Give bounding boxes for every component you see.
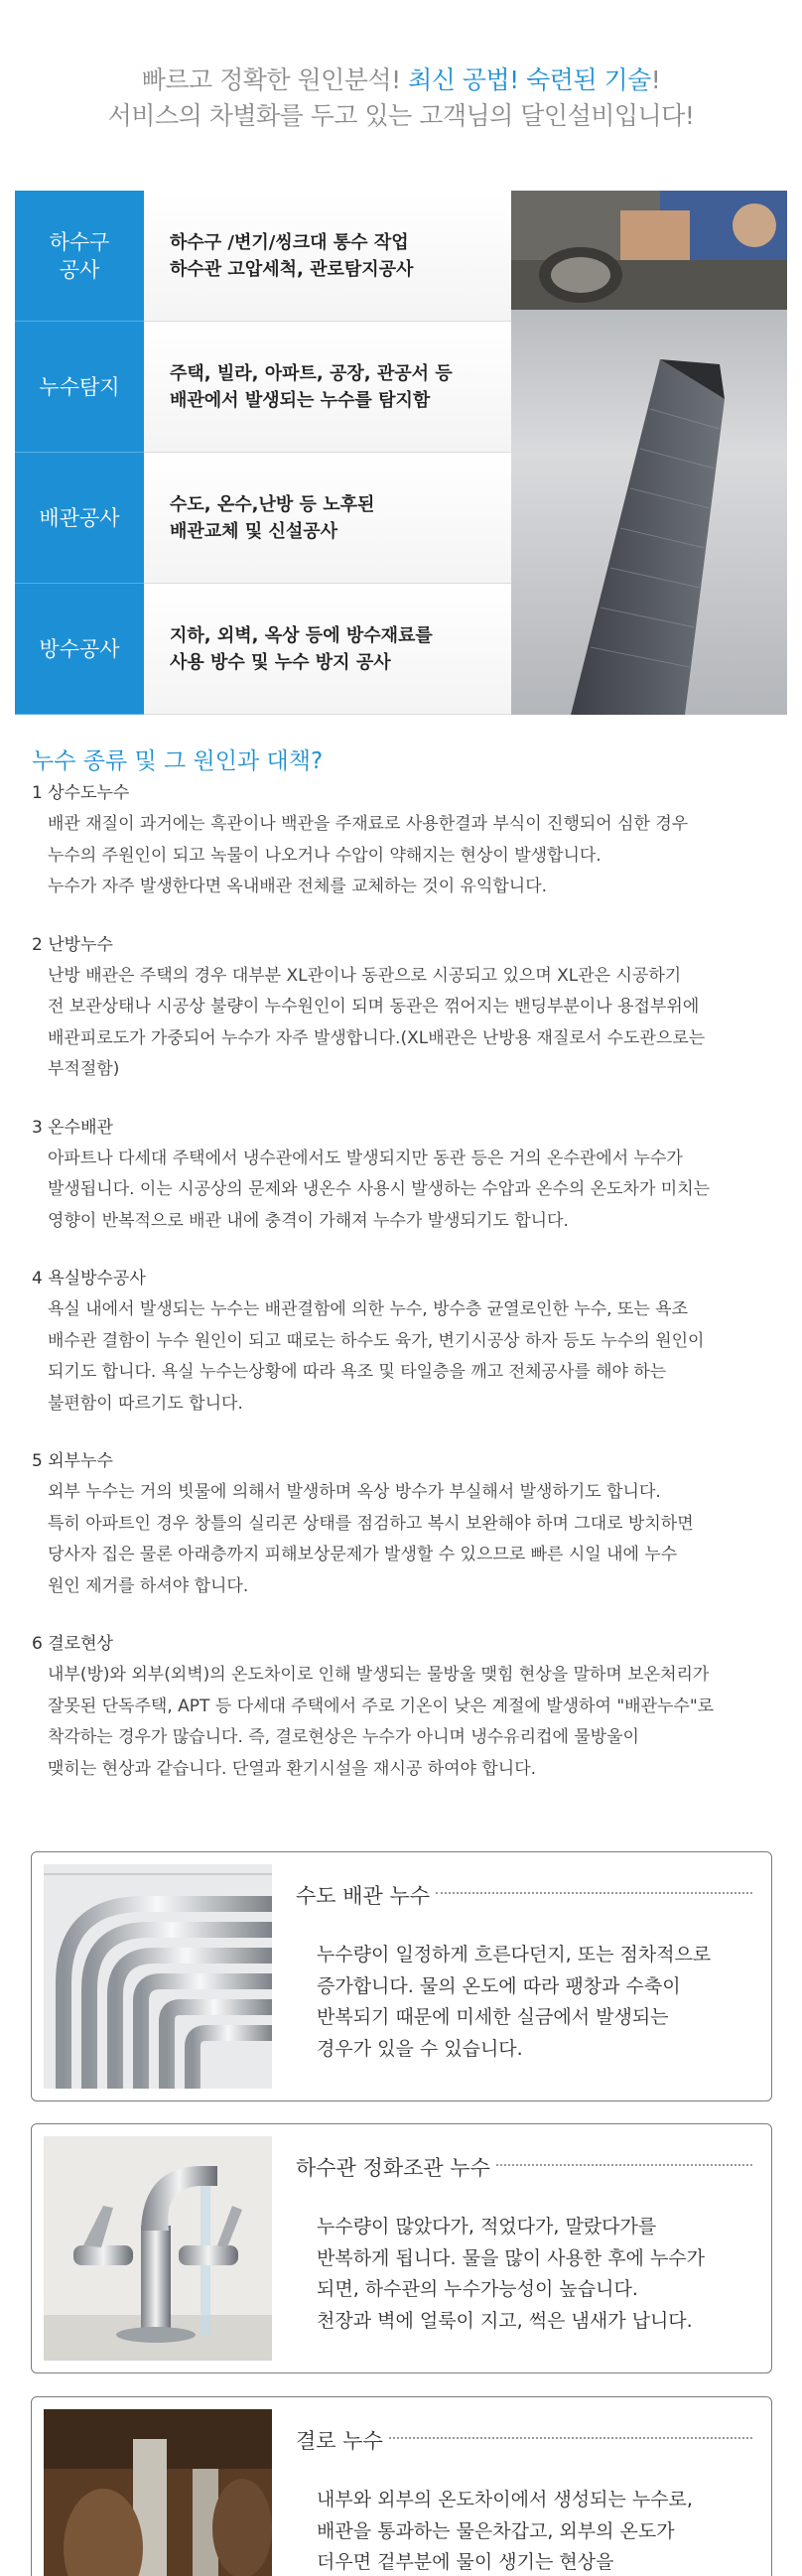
box-title — [296, 1880, 752, 1910]
cause-title: 6 결로현상 — [32, 1634, 113, 1654]
cause-title: 1 상수도누수 — [32, 783, 130, 803]
dotted-rule — [496, 2164, 752, 2166]
box-text-line: 증가합니다. 물의 온도에 따라 팽창과 수축이 — [317, 1974, 681, 1997]
box-text-line: 누수량이 일정하게 흐른다던지, 또는 점차적으로 — [317, 1944, 712, 1966]
box-text — [317, 2485, 753, 2576]
service-label: 누수탐지 — [15, 322, 144, 453]
service-sewer — [15, 191, 511, 322]
service-desc-line: 하수구 /변기/씽크대 통수 작업 — [170, 231, 409, 253]
box-title — [296, 2152, 752, 2182]
intro-line-1-a: 빠르고 정확한 원인분석! — [141, 66, 409, 94]
info-box-sewer-pipe — [31, 2123, 772, 2373]
service-desc-line: 배관교체 및 신설공사 — [170, 520, 338, 542]
box-text-line: 천장과 벽에 얼룩이 지고, 썩은 냄새가 납니다. — [317, 2309, 693, 2332]
cause-item — [32, 778, 776, 903]
building-photo — [511, 191, 787, 715]
service-desc — [144, 584, 511, 715]
cause-title: 3 온수배관 — [32, 1117, 113, 1138]
service-desc-line: 배관에서 발생되는 누수를 탐지함 — [170, 389, 431, 411]
intro-highlight: 최신 공법! 숙련된 기술 — [408, 66, 651, 94]
intro-line-1 — [0, 64, 802, 97]
cause-item — [32, 1264, 776, 1420]
faucet-photo — [44, 2136, 272, 2361]
service-desc-line: 주택, 빌라, 아파트, 공장, 관공서 등 — [170, 362, 453, 384]
info-box-water-pipe — [31, 1851, 772, 2101]
box-text-line: 반복하게 됩니다. 물을 많이 사용한 후에 누수가 — [317, 2246, 706, 2269]
cause-text: 내부(방)와 외부(외벽)의 온도차이로 인해 발생되는 물방울 맺힘 현상을 말하며 보온처리가 잘못된 단독주택, APT 등 다세대 주택에서 주로 기온이 낮은 계절에 발생하여 "배관누수"로 착각하는 경우가 많습니다. 즉, 결로현상은 누수가 아니며 냉수유리컵에 물방울이 맺히는 현상과 같습니다. 단열과 환기시설을 재시공 하여야 합니다. — [48, 1665, 715, 1779]
condensation-photo — [44, 2409, 272, 2576]
intro-text — [0, 64, 802, 133]
box-text-line: 누수량이 많았다가, 적었다가, 말랐다가를 — [317, 2216, 657, 2237]
cause-text: 배관 재질이 과거에는 흑관이나 백관을 주재료로 사용한결과 부식이 진행되어 심한 경우 누수의 주원인이 되고 녹물이 나오거나 수압이 약해지는 현상이 발생합니다. 누수가 자주 발생한다면 옥내배관 전체를 교체하는 것이 유익합니다. — [48, 814, 689, 896]
services-block — [15, 191, 787, 715]
cause-text: 아파트나 다세대 주택에서 냉수관에서도 발생되지만 동관 등은 거의 온수관에서 누수가 발생됩니다. 이는 시공상의 문제와 냉온수 사용시 발생하는 수압과 온수의 온도차가 미치는 영향이 반복적으로 배관 내에 충격이 가해져 누수가 발생되기도 합니다. — [48, 1148, 711, 1231]
cause-title: 5 외부누수 — [32, 1451, 113, 1471]
service-label: 방수공사 — [15, 584, 144, 715]
causes-list — [32, 778, 776, 1812]
service-desc — [144, 322, 511, 453]
dotted-rule — [389, 2437, 752, 2439]
box-text — [317, 1940, 753, 2065]
service-leak-detection — [15, 322, 511, 453]
box-text-line: 더우면 겉부분에 물이 생기는 현상을 — [317, 2551, 614, 2573]
box-title — [296, 2425, 752, 2455]
cause-item — [32, 1629, 776, 1785]
service-desc-line: 사용 방수 및 누수 방지 공사 — [170, 651, 391, 673]
box-text-line: 되면, 하수관의 누수가능성이 높습니다. — [317, 2278, 638, 2300]
cause-title: 4 욕실방수공사 — [32, 1269, 146, 1288]
intro-line-1-c: ! — [650, 66, 661, 94]
pipes-photo — [44, 1864, 272, 2089]
info-box-condensation — [31, 2396, 772, 2576]
box-text-line: 반복되기 때문에 미세한 실금에서 발생되는 — [317, 2006, 669, 2028]
service-desc-line: 하수관 고압세척, 관로탐지공사 — [170, 258, 414, 280]
box-text-line: 내부와 외부의 온도차이에서 생성되는 누수로, — [317, 2489, 693, 2510]
service-plumbing — [15, 453, 511, 584]
box-text — [317, 2212, 753, 2337]
intro-line-2: 서비스의 차별화를 두고 있는 고객님의 달인설비입니다! — [107, 101, 695, 130]
cause-title: 2 난방누수 — [32, 934, 113, 955]
box-title-text: 결로 누수 — [296, 2429, 383, 2453]
box-text-line: 배관을 통과하는 물은차갑고, 외부의 온도가 — [317, 2519, 675, 2542]
section-title: 누수 종류 및 그 원인과 대책? — [32, 748, 324, 774]
cause-text: 욕실 내에서 발생되는 누수는 배관결함에 의한 누수, 방수층 균열로인한 누수, 또는 욕조 배수관 결함이 누수 원인이 되고 때로는 하수도 육가, 변기시공상 하자 등도 누수의 원인이 되기도 합니다. 욕실 누수는상황에 따라 욕조 및 타일층을 깨고 전체공사를 해야 하는 불편함이 따르기도 합니다. — [48, 1299, 705, 1414]
dotted-rule — [436, 1892, 752, 1894]
cause-item — [32, 1446, 776, 1602]
service-desc-line: 수도, 온수,난방 등 노후된 — [170, 493, 375, 515]
service-desc-line: 지하, 외벽, 옥상 등에 방수재료를 — [170, 624, 433, 646]
cause-item — [32, 930, 776, 1086]
service-waterproofing — [15, 584, 511, 715]
service-label: 배관공사 — [15, 453, 144, 584]
service-desc — [144, 191, 511, 322]
service-label: 하수구 공사 — [15, 191, 144, 322]
cause-text: 외부 누수는 거의 빗물에 의해서 발생하며 옥상 방수가 부실해서 발생하기도 합니다. 특히 아파트인 경우 창틀의 실리콘 상태를 점검하고 복시 보완해야 하며 그대로 방치하면 당사자 집은 물론 아래층까지 피해보상문제가 발생할 수 있으므로 빠른 시일 내에 누수 원인 제거를 하셔야 합니다. — [48, 1482, 694, 1596]
cause-item — [32, 1113, 776, 1238]
cause-text: 난방 배관은 주택의 경우 대부분 XL관이나 동관으로 시공되고 있으며 XL관은 시공하기 전 보관상태나 시공상 불량이 누수원인이 되며 동관은 꺾어지는 밴딩부분이나 용접부위에 배관피로도가 가중되어 누수가 자주 발생합니다.(XL배관은 난방용 재질로서 수도관으로는 부적절함) — [48, 965, 706, 1079]
box-title-text: 하수관 정화조관 누수 — [296, 2156, 490, 2180]
service-desc — [144, 453, 511, 584]
box-text-line: 경우가 있을 수 있습니다. — [317, 2037, 523, 2060]
box-title-text: 수도 배관 누수 — [296, 1884, 431, 1908]
